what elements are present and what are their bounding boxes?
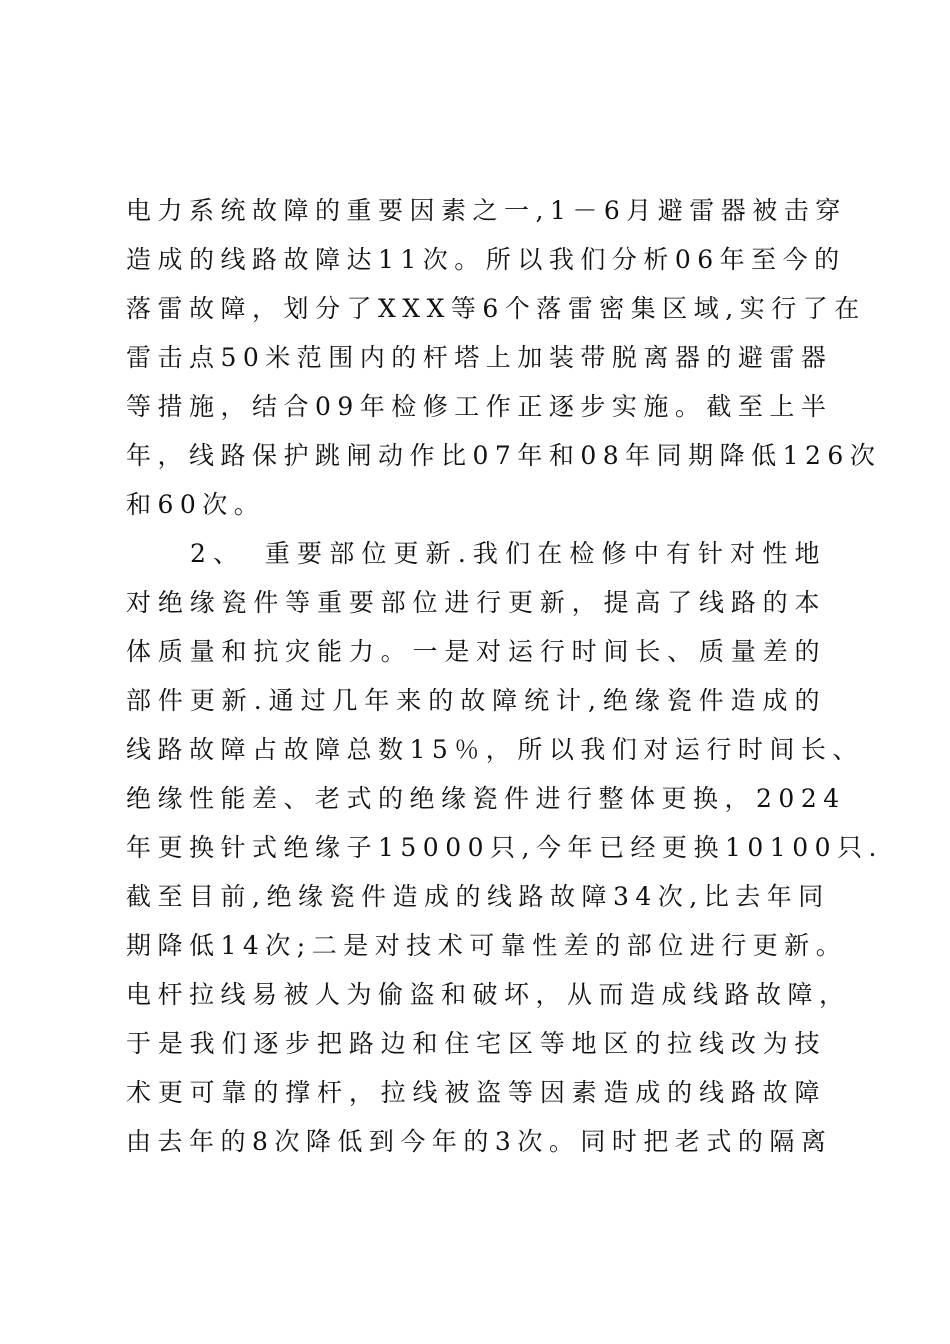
text-line: 电杆拉线易被人为偷盗和破坏，从而造成线路故障， bbox=[126, 980, 851, 1009]
text-line: 绝缘性能差、老式的绝缘瓷件进行整体更换，2024 bbox=[126, 784, 846, 813]
section-heading-line: 2、 重要部位更新.我们在检修中有针对性地 bbox=[190, 539, 826, 568]
text-line: 期降低14次;二是对技术可靠性差的部位进行更新。 bbox=[126, 931, 848, 960]
text-line: 落雷故障，划分了XXX等6个落雷密集区域,实行了在 bbox=[126, 294, 866, 323]
text-line: 术更可靠的撑杆，拉线被盗等因素造成的线路故障 bbox=[126, 1078, 826, 1107]
body-text bbox=[126, 186, 883, 1166]
text-line: 由去年的8次降低到今年的3次。同时把老式的隔离 bbox=[126, 1127, 833, 1156]
text-line: 年，线路保护跳闸动作比07年和08年同期降低126次 bbox=[126, 441, 882, 470]
text-line: 雷击点50米范围内的杆塔上加装带脱离器的避雷器 bbox=[126, 343, 833, 372]
text-line: 等措施，结合09年检修工作正逐步实施。截至上半 bbox=[126, 392, 833, 421]
text-line: 截至目前,绝缘瓷件造成的线路故障34次,比去年同 bbox=[126, 882, 830, 911]
text-line: 对绝缘瓷件等重要部位进行更新，提高了线路的本 bbox=[126, 588, 826, 617]
text-line: 电力系统故障的重要因素之一,1－6月避雷器被击穿 bbox=[126, 196, 847, 225]
text-line: 年更换针式绝缘子15000只,今年已经更换10100只. bbox=[126, 833, 883, 862]
text-line: 体质量和抗灾能力。一是对运行时间长、质量差的 bbox=[126, 637, 826, 666]
text-line: 于是我们逐步把路边和住宅区等地区的拉线改为技 bbox=[126, 1029, 826, 1058]
text-line: 线路故障占故障总数15％，所以我们对运行时间长、 bbox=[126, 735, 864, 764]
text-line: 部件更新.通过几年来的故障统计,绝缘瓷件造成的 bbox=[126, 686, 826, 715]
text-line: 造成的线路故障达11次。所以我们分析06年至今的 bbox=[126, 245, 846, 274]
text-line: 和60次。 bbox=[126, 490, 266, 519]
